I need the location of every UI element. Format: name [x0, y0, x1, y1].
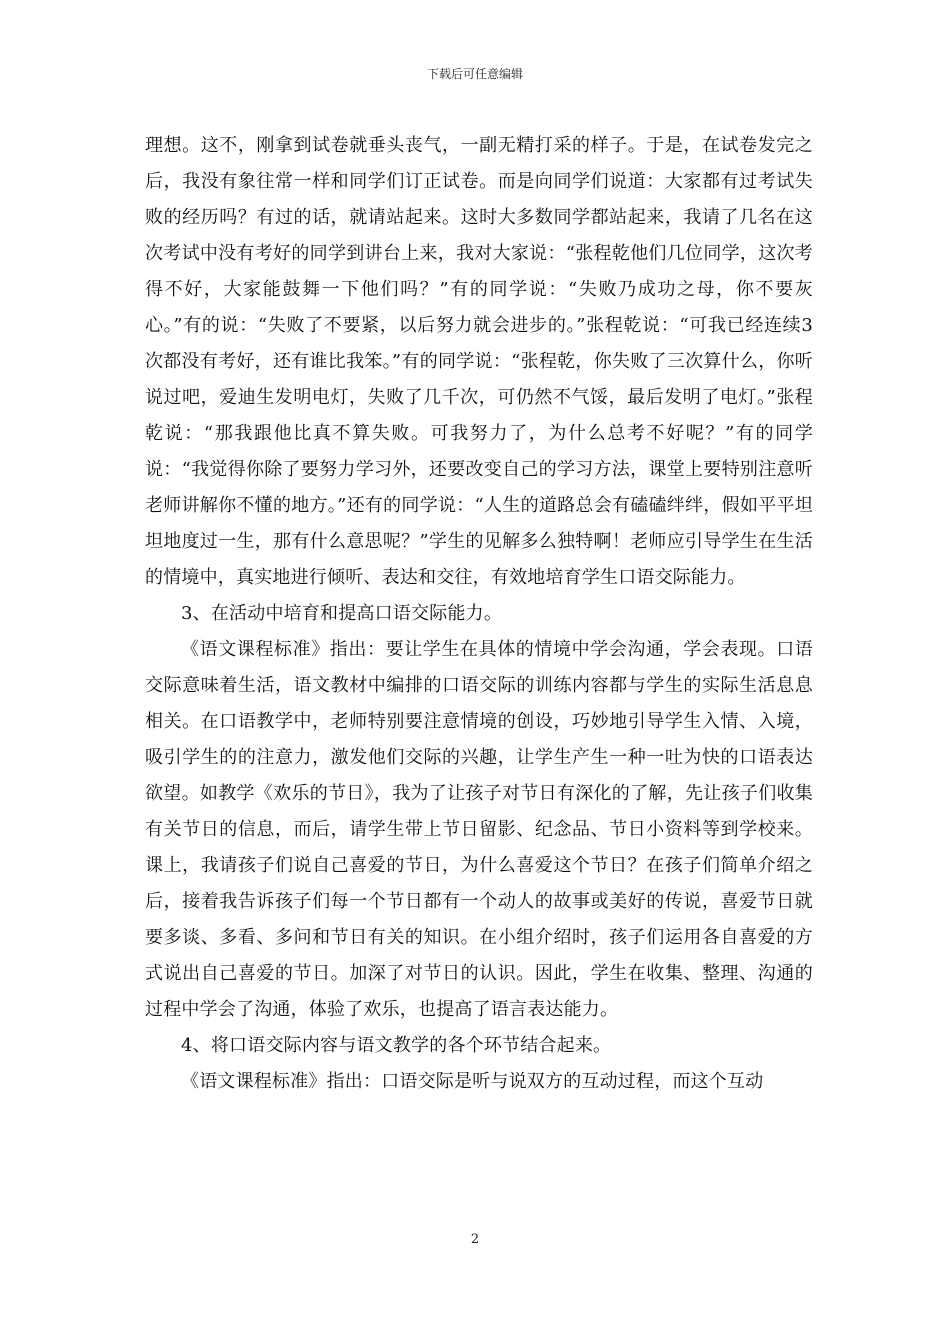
section-heading-4: 4、将口语交际内容与语文教学的各个环节结合起来。 — [181, 1035, 612, 1056]
paragraph-interaction: 《语文课程标准》指出：口语交际是听与说双方的互动过程，而这个互动 — [181, 1071, 764, 1092]
document-body — [145, 128, 813, 1100]
section-heading-3: 3、在活动中培育和提高口语交际能力。 — [181, 603, 503, 624]
page-number: 2 — [470, 1232, 480, 1247]
page-header: 下载后可任意编辑 — [426, 67, 523, 81]
paragraph-continuation: 理想。这不，刚拿到试卷就垂头丧气，一副无精打采的样子。于是，在试卷发完之后，我没有象往常一样和同学们订正试卷。而是向同学们说道：大家都有过考试失败的经历吗？有过的话，就请站起来。这时大多数同学都站起来，我请了几名在这次考试中没有考好的同学到讲台上来，我对大家说：“张程乾他们几位同学，这次考得不好，大家能鼓舞一下他们吗？”有的同学说：“失败乃成功之母，你不要灰心。”有的说：“失败了不要紧，以后努力就会进步的。”张程乾说：“可我已经连续3次都没有考好，还有谁比我笨。”有的同学说：“张程乾，你失败了三次算什么，你听说过吧，爱迪生发明电灯，失败了几千次，可仍然不气馁，最后发明了电灯。”张程乾说：“那我跟他比真不算失败。可我努力了，为什么总考不好呢？”有的同学说：“我觉得你除了要努力学习外，还要改变自己的学习方法，课堂上要特别注意听老师讲解你不懂的地方。”还有的同学说：“人生的道路总会有磕磕绊绊，假如平平坦坦地度过一生，那有什么意思呢？”学生的见解多么独特啊！老师应引导学生在生活的情境中，真实地进行倾听、表达和交往，有效地培育学生口语交际能力。 — [145, 135, 813, 588]
paragraph-activity: 《语文课程标准》指出：要让学生在具体的情境中学会沟通，学会表现。口语交际意味着生活，语文教材中编排的口语交际的训练内容都与学生的实际生活息息相关。在口语教学中，老师特别要注意情境的创设，巧妙地引导学生入情、入境，吸引学生的的注意力，激发他们交际的兴趣，让学生产生一种一吐为快的口语表达欲望。如教学《欢乐的节日》，我为了让孩子对节日有深化的了解，先让孩子们收集有关节日的信息，而后，请学生带上节日留影、纪念品、节日小资料等到学校来。课上，我请孩子们说自己喜爱的节日，为什么喜爱这个节日？在孩子们简单介绍之后，接着我告诉孩子们每一个节日都有一个动人的故事或美好的传说，喜爱节日就要多谈、多看、多问和节日有关的知识。在小组介绍时，孩子们运用各自喜爱的方式说出自己喜爱的节日。加深了对节日的认识。因此，学生在收集、整理、沟通的过程中学会了沟通，体验了欢乐，也提高了语言表达能力。 — [145, 639, 813, 1020]
